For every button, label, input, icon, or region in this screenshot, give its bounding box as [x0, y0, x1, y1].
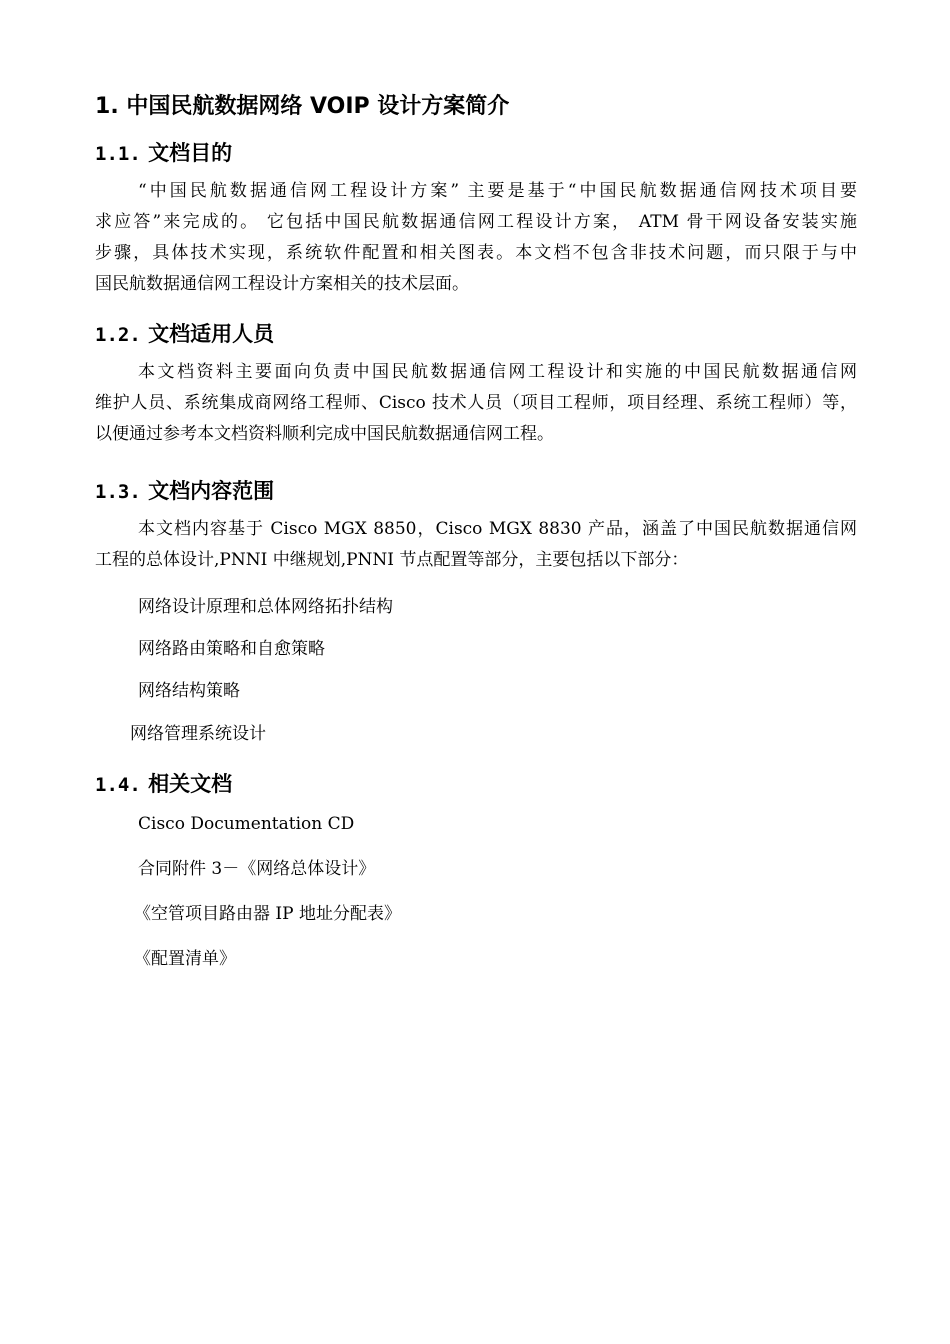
related-doc-item: 《空管项目路由器 IP 地址分配表》 — [134, 904, 401, 924]
section-title: 文档目的 — [148, 141, 233, 165]
section-number: 1.4. — [95, 774, 141, 796]
section-heading-scope — [95, 476, 274, 507]
section-title: 文档内容范围 — [148, 479, 275, 503]
scope-list-item: 网络管理系统设计 — [130, 724, 266, 744]
section-number: 1.1. — [95, 143, 141, 165]
scope-list-item: 网络路由策略和自愈策略 — [138, 639, 325, 659]
section-number: 1.2. — [95, 324, 141, 346]
scope-list-item: 网络结构策略 — [138, 681, 240, 701]
paragraph-line: 本文档资料主要面向负责中国民航数据通信网工程设计和实施的中国民航数据通信网 — [138, 362, 857, 382]
section-heading-audience — [95, 319, 274, 350]
section-title: 文档适用人员 — [148, 322, 275, 346]
scope-list-item: 网络设计原理和总体网络拓扑结构 — [138, 597, 393, 617]
main-heading-number: 1 — [95, 94, 111, 119]
related-doc-item: 合同附件 3－《网络总体设计》 — [138, 859, 376, 879]
paragraph-line: “中国民航数据通信网工程设计方案” 主要是基于“中国民航数据通信网技术项目要 — [138, 181, 857, 201]
paragraph-line: 步骤，具体技术实现，系统软件配置和相关图表。本文档不包含非技术问题，而只限于与中 — [95, 243, 857, 263]
paragraph-line: 以便通过参考本文档资料顺利完成中国民航数据通信网工程。 — [95, 424, 554, 444]
scope-paragraph — [95, 514, 857, 576]
paragraph-line: 本文档内容基于 Cisco MGX 8850，Cisco MGX 8830 产品，涵盖了中国民航数据通信网 — [138, 519, 857, 539]
main-heading — [95, 90, 509, 124]
section-title: 相关文档 — [148, 772, 233, 796]
main-heading-title: . 中国民航数据网络 VOIP 设计方案简介 — [110, 94, 510, 119]
section-number: 1.3. — [95, 481, 141, 503]
section-heading-purpose — [95, 138, 232, 169]
audience-paragraph — [95, 357, 857, 450]
paragraph-line: 求应答”来完成的。 它包括中国民航数据通信网工程设计方案， ATM 骨干网设备安装实施 — [95, 212, 857, 232]
paragraph-line: 工程的总体设计,PNNI 中继规划,PNNI 节点配置等部分，主要包括以下部分： — [95, 550, 689, 570]
section-heading-related-docs — [95, 769, 232, 800]
related-doc-item: 《配置清单》 — [134, 949, 236, 969]
related-doc-item: Cisco Documentation CD — [138, 814, 355, 834]
paragraph-line: 国民航数据通信网工程设计方案相关的技术层面。 — [95, 274, 469, 294]
paragraph-line: 维护人员、系统集成商网络工程师、Cisco 技术人员（项目工程师，项目经理、系统工程师）等， — [95, 393, 857, 413]
purpose-paragraph — [95, 176, 857, 300]
